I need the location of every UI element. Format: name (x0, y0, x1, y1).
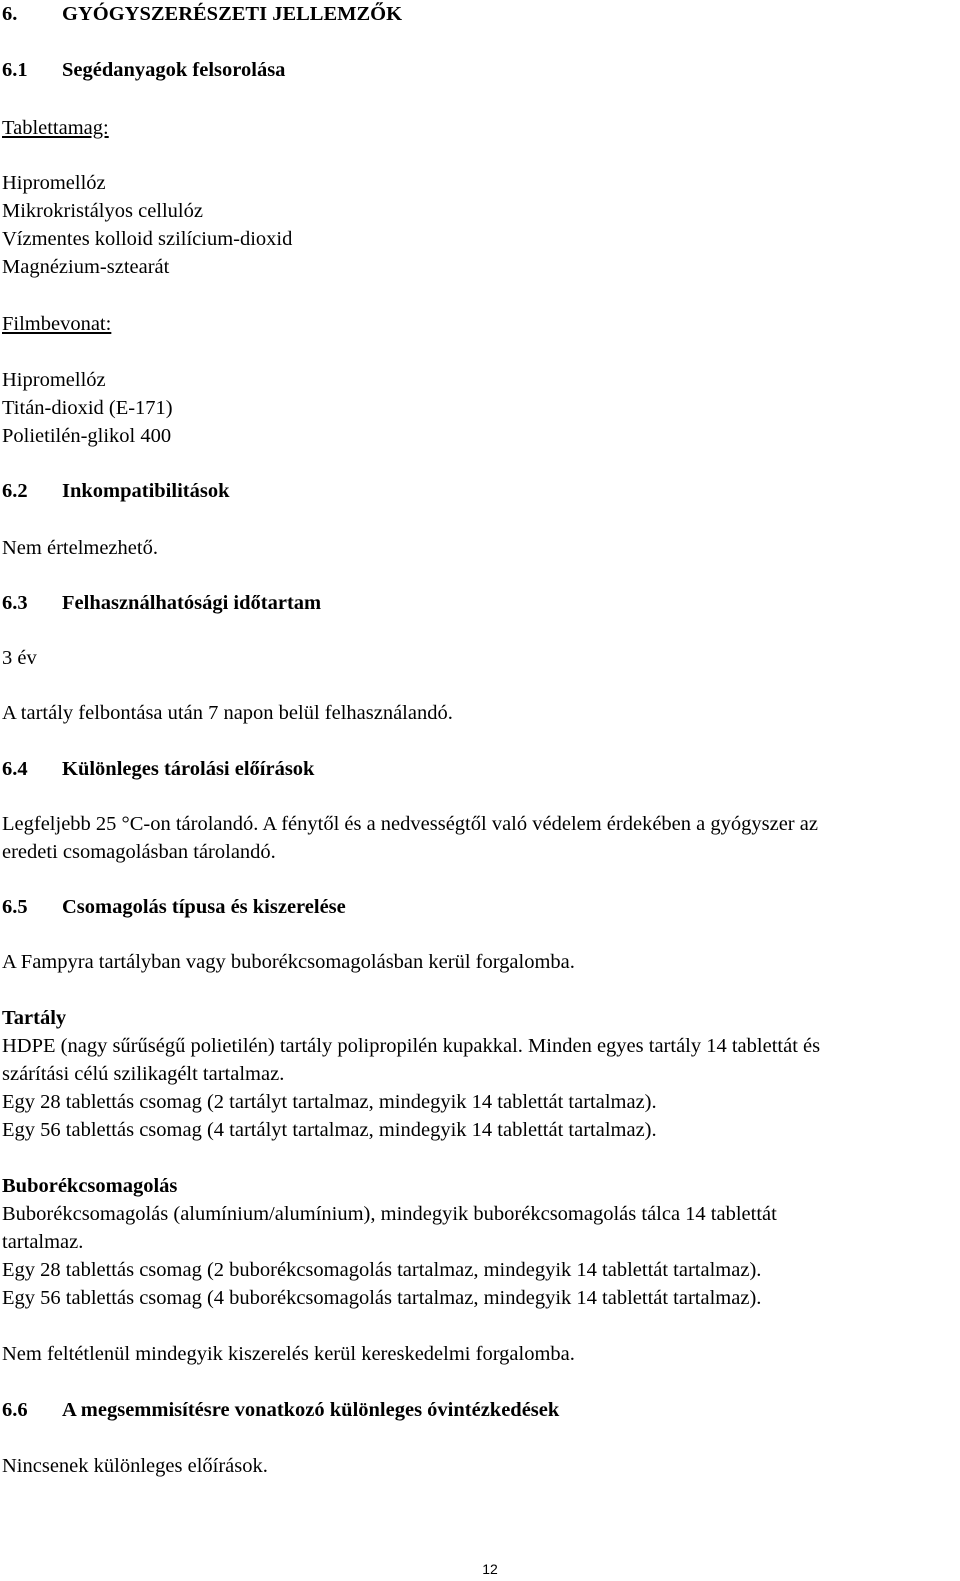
disposal-text: Nincsenek különleges előírások. (2, 1455, 268, 1477)
film-item: Polietilén-glikol 400 (2, 425, 172, 447)
film-label: Filmbevonat: (2, 313, 112, 335)
film-item: Hipromellóz (2, 369, 106, 391)
film-item: Titán-dioxid (E-171) (2, 397, 173, 419)
marketing-note: Nem feltétlenül mindegyik kiszerelés kerül kereskedelmi forgalomba. (2, 1343, 575, 1365)
section-6-4-heading: 6.4 Különleges tárolási előírások (2, 758, 315, 780)
blister-subheading: Buborékcsomagolás (2, 1175, 178, 1197)
section-6-1-heading: 6.1 Segédanyagok felsorolása (2, 59, 286, 81)
blister-line: Egy 28 tablettás csomag (2 buborékcsomagolás tartalmaz, mindegyik 14 tablettát tartalmaz). (2, 1259, 762, 1281)
section-6-2-heading: 6.2 Inkompatibilitások (2, 480, 230, 502)
section-6-3-heading: 6.3 Felhasználhatósági időtartam (2, 592, 322, 614)
blister-line: Egy 56 tablettás csomag (4 buborékcsomagolás tartalmaz, mindegyik 14 tablettát tartalmaz). (2, 1287, 762, 1309)
container-line: Egy 28 tablettás csomag (2 tartályt tartalmaz, mindegyik 14 tablettát tartalmaz). (2, 1091, 657, 1113)
container-subheading: Tartály (2, 1007, 67, 1029)
packaging-intro: A Fampyra tartályban vagy buborékcsomagolásban kerül forgalomba. (2, 951, 575, 973)
core-item: Vízmentes kolloid szilícium-dioxid (2, 228, 293, 250)
shelf-life-text: 3 év (2, 647, 37, 669)
after-opening-text: A tartály felbontása után 7 napon belül felhasználandó. (2, 702, 453, 724)
section-6-5-heading: 6.5 Csomagolás típusa és kiszerelése (2, 896, 346, 918)
core-label: Tablettamag: (2, 117, 109, 139)
section-6-6-heading: 6.6 A megsemmisítésre vonatkozó különleges óvintézkedések (2, 1399, 560, 1421)
storage-text: eredeti csomagolásban tárolandó. (2, 841, 276, 863)
container-line: Egy 56 tablettás csomag (4 tartályt tartalmaz, mindegyik 14 tablettát tartalmaz). (2, 1119, 657, 1141)
core-item: Mikrokristályos cellulóz (2, 200, 203, 222)
core-item: Hipromellóz (2, 172, 106, 194)
storage-text: Legfeljebb 25 °C-on tárolandó. A fénytől és a nedvességtől való védelem érdekében a gyógyszer az (2, 813, 818, 835)
blister-line: tartalmaz. (2, 1231, 84, 1253)
core-item: Magnézium-sztearát (2, 256, 170, 278)
container-line: HDPE (nagy sűrűségű polietilén) tartály polipropilén kupakkal. Minden egyes tartály 14 tablettát és (2, 1035, 821, 1057)
container-line: szárítási célú szilikagélt tartalmaz. (2, 1063, 285, 1085)
section-6-heading: 6. GYÓGYSZERÉSZETI JELLEMZŐK (2, 3, 403, 25)
blister-line: Buborékcsomagolás (alumínium/alumínium), mindegyik buborékcsomagolás tálca 14 tablettát (2, 1203, 777, 1225)
page-number: 12 (482, 1561, 498, 1577)
incompatibility-text: Nem értelmezhető. (2, 537, 158, 559)
